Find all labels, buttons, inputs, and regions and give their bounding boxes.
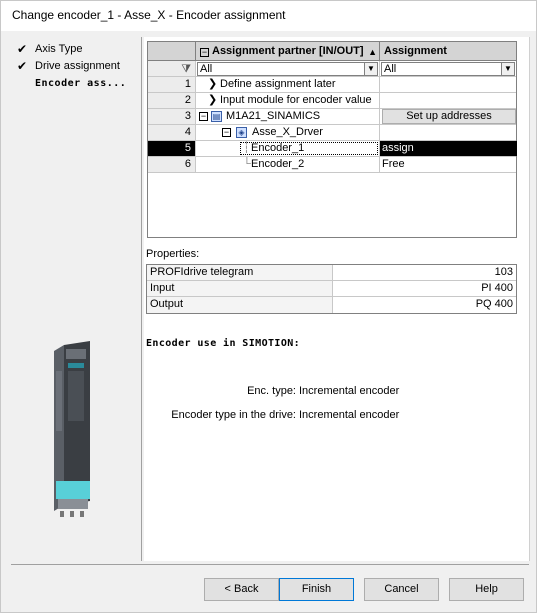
row-assignment-cell [380,109,517,124]
checkmark-icon: ✔ [17,42,28,56]
chevron-down-icon[interactable]: ▼ [364,63,377,75]
tree-connector: ┆ [243,142,250,154]
row-number: 5 [148,141,196,156]
filter-assignment-cell [380,61,517,76]
grid-header-row [148,42,516,61]
row-partner-label: Input module for encoder value [220,94,372,106]
table-row[interactable] [148,93,516,109]
filter-num-cell [148,61,196,76]
chevron-right-icon[interactable]: ❯ [208,94,218,106]
chevron-down-icon[interactable]: ▼ [501,63,514,75]
enc-type-row [144,385,529,401]
header-partner-label: Assignment partner [IN/OUT] [212,45,364,57]
row-partner-label: Define assignment later [220,78,336,90]
filter-assignment-value: All [384,63,397,75]
row-partner-label: M1A21_SINAMICS [226,110,321,122]
collapse-icon[interactable]: − [223,127,230,137]
row-partner-label: Encoder_2 [251,158,305,170]
table-row[interactable] [148,77,516,93]
content-border [529,37,530,561]
step-label: Axis Type [35,43,83,55]
sinamics-module-image [50,341,94,519]
filter-assignment-select[interactable] [381,62,515,76]
row-partner[interactable] [196,77,380,92]
row-number: 6 [148,157,196,172]
assignment-grid [147,41,517,238]
filter-partner-select[interactable] [197,62,378,76]
title-bar [1,1,536,31]
footer-divider [11,564,529,565]
property-row [147,265,516,281]
property-key: Output [147,297,333,313]
nav-divider [141,37,142,561]
row-partner-label: Encoder_1 [251,142,305,154]
row-assignment[interactable]: Free [382,158,405,170]
header-assignment-label: Assignment [384,45,447,57]
row-number: 2 [148,93,196,108]
table-row[interactable] [148,109,516,125]
filter-clear-icon[interactable]: ⧩ [181,63,191,75]
row-partner[interactable] [196,125,380,140]
property-value: PQ 400 [475,298,513,310]
row-partner[interactable] [196,93,380,108]
step-axis-type[interactable] [15,41,139,58]
drive-encoder-type-value: Incremental encoder [299,409,400,421]
row-partner[interactable] [196,109,380,124]
collapse-icon[interactable]: − [200,111,207,121]
finish-button[interactable]: Finish [279,578,354,601]
grid-empty-area [148,173,516,237]
property-row [147,281,516,297]
table-row[interactable] [148,141,516,157]
row-number: 4 [148,125,196,140]
property-value: PI 400 [481,282,513,294]
filter-partner-cell [196,61,380,76]
encoder-use-heading: Encoder use in SIMOTION: [146,338,301,349]
set-up-addresses-button[interactable]: Set up addresses [382,109,516,124]
grid-filter-row [148,61,516,77]
drive-encoder-type-row [144,409,529,425]
row-number: 3 [148,109,196,124]
row-assignment [380,77,517,92]
table-row[interactable] [148,125,516,141]
header-num-cell [148,42,196,60]
enc-type-label: Enc. type: [247,385,296,397]
enc-type-value: Incremental encoder [299,385,400,397]
properties-table [146,264,517,314]
row-partner-label: Asse_X_Drver [252,126,323,138]
property-key: Input [147,281,333,296]
step-encoder-assignment[interactable] [15,75,139,92]
row-assignment[interactable]: assign [380,141,517,156]
back-button[interactable]: < Back [204,578,279,601]
header-partner[interactable] [196,42,380,60]
row-partner[interactable] [196,141,380,156]
cancel-button[interactable]: Cancel [364,578,439,601]
filter-partner-value: All [200,63,213,75]
property-value: 103 [494,266,513,278]
row-partner[interactable] [196,157,380,172]
property-key: PROFIdrive telegram [147,265,333,280]
window-title: Change encoder_1 - Asse_X - Encoder assignment [12,8,286,22]
properties-label: Properties: [146,248,200,260]
row-number: 1 [148,77,196,92]
drive-encoder-type-label: Encoder type in the drive: [171,409,296,421]
content-panel [144,37,529,561]
drive-device-icon: ▤ [212,112,221,121]
help-button[interactable]: Help [449,578,524,601]
chevron-right-icon[interactable]: ❯ [208,78,218,90]
collapse-icon[interactable]: − [201,47,208,57]
step-drive-assignment[interactable] [15,58,139,75]
sort-asc-icon[interactable]: ▲ [368,47,377,57]
drive-object-icon: ◈ [236,127,247,138]
header-assignment[interactable] [380,42,517,60]
property-row [147,297,516,313]
row-assignment [380,125,517,140]
wizard-steps [15,41,139,92]
step-label: Drive assignment [35,60,120,72]
tree-connector: └ [243,158,251,170]
checkmark-icon: ✔ [17,59,28,73]
row-assignment [380,93,517,108]
table-row[interactable] [148,157,516,173]
step-label: Encoder ass... [35,78,127,89]
